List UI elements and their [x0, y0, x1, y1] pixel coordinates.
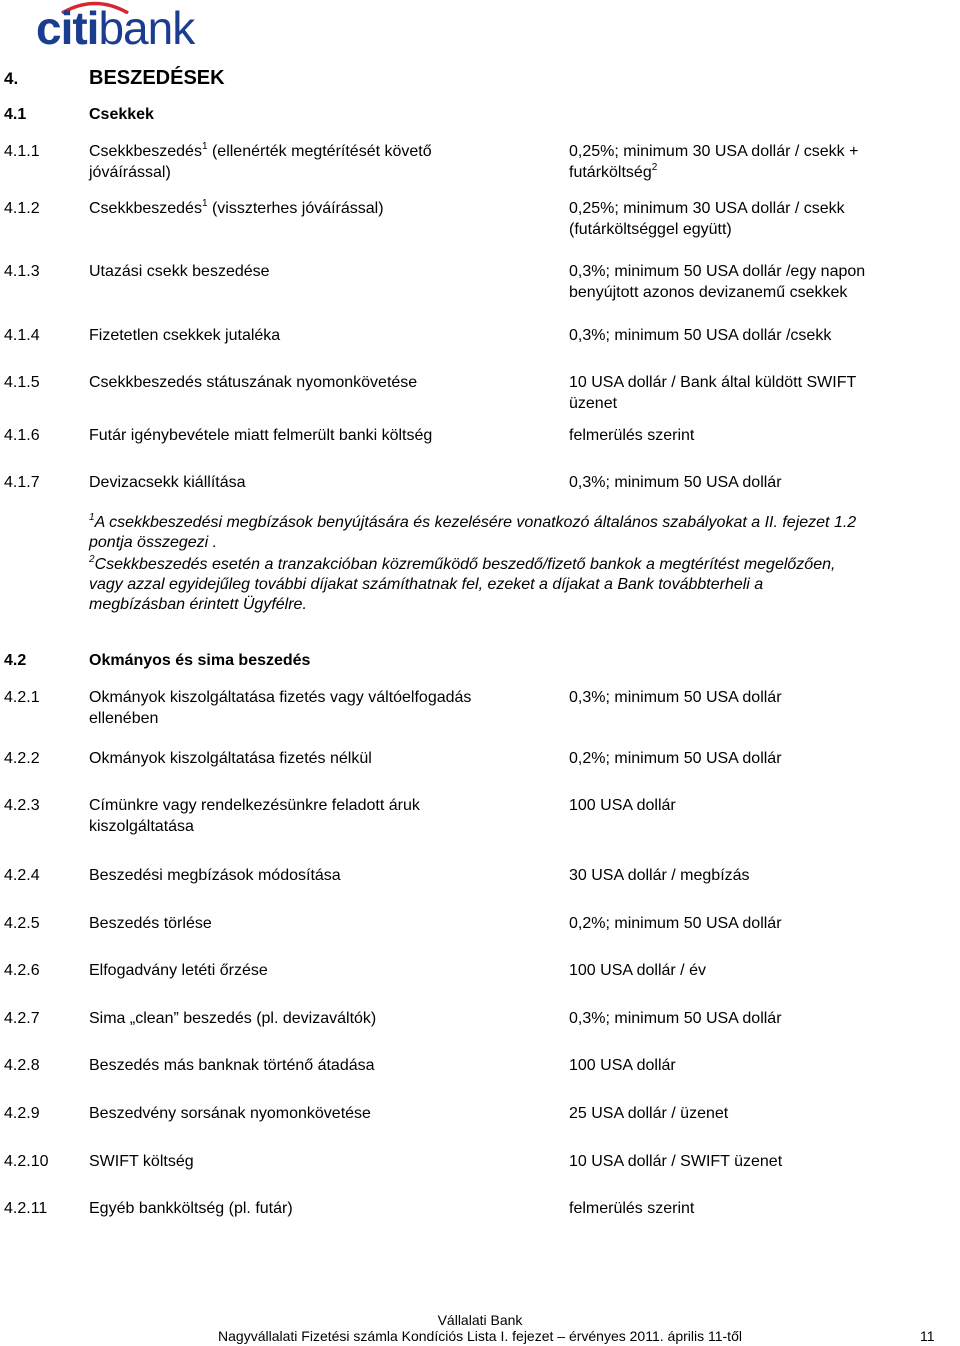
row-fee: felmerülés szerint — [569, 1200, 695, 1217]
row-fee: 0,25%; minimum 30 USA dollár / csekk + futárköltség$^2$ — [569, 143, 859, 181]
row-fee: 0,3%; minimum 50 USA dollár — [569, 689, 782, 706]
page-number: 11 — [920, 1328, 935, 1344]
row-description: SWIFT költség — [89, 1153, 194, 1170]
citibank-logo — [36, 2, 194, 54]
row-number: 4.1.7 — [4, 474, 40, 491]
row-fee: 0,25%; minimum 30 USA dollár / csekk (futárköltséggel együtt) — [569, 200, 845, 238]
subsection-number: 4.2 — [4, 652, 27, 669]
row-description: Címünkre vagy rendelkezésünkre feladott áruk kiszolgáltatása — [89, 797, 420, 835]
row-fee: felmerülés szerint — [569, 427, 695, 444]
row-fee: 0,3%; minimum 50 USA dollár /egy napon benyújtott azonos devizanemű csekkek — [569, 263, 866, 301]
row-fee: 0,3%; minimum 50 USA dollár — [569, 474, 782, 491]
row-fee: 100 USA dollár — [569, 797, 676, 814]
row-fee: 0,2%; minimum 50 USA dollár — [569, 750, 782, 767]
logo-bank: bank — [98, 2, 195, 54]
row-description: Sima „clean” beszedés (pl. devizaváltók) — [89, 1010, 377, 1027]
row-description: Fizetetlen csekkek jutaléka — [89, 327, 281, 344]
row-description: Beszedés törlése — [89, 915, 212, 932]
row-fee: 25 USA dollár / üzenet — [569, 1105, 729, 1122]
row-description: Beszedvény sorsának nyomonkövetése — [89, 1105, 371, 1122]
row-description: Futár igénybevétele miatt felmerült banki költség — [89, 427, 433, 444]
row-fee: 100 USA dollár — [569, 1057, 676, 1074]
footnote-2: $^2$Csekkbeszedés esetén a tranzakcióban közreműködő beszedő/fizető bankok a megtérítést megelőzően, vagy azzal egyidejűleg további díjakat számíthatnak fel, ezeket a díjakat a Bank továbbterheli a megbízásban érintett Ügyfélre. — [89, 554, 836, 613]
row-number: 4.2.1 — [4, 689, 40, 706]
logo-citi: citi — [36, 2, 99, 54]
section-title: BESZEDÉSEK — [89, 67, 225, 89]
subsection-number: 4.1 — [4, 106, 27, 123]
row-fee: 10 USA dollár / Bank által küldött SWIFT üzenet — [569, 374, 857, 412]
row-number: 4.2.10 — [4, 1153, 49, 1170]
row-number: 4.1.2 — [4, 200, 40, 217]
row-description: Devizacsekk kiállítása — [89, 474, 246, 491]
footnote-1: $^1$A csekkbeszedési megbízások benyújtására és kezelésére vonatkozó általános szabályokat a II. fejezet 1.2 pontja összegezi . — [89, 512, 857, 551]
row-number: 4.2.3 — [4, 797, 40, 814]
row-description: Csekkbeszedés státuszának nyomonkövetése — [89, 374, 418, 391]
row-number: 4.2.4 — [4, 867, 40, 884]
row-fee: 30 USA dollár / megbízás — [569, 867, 750, 884]
row-number: 4.2.11 — [4, 1200, 48, 1217]
row-description: Csekkbeszedés$^1$ (ellenérték megtérítését követő jóváírással) — [89, 141, 432, 181]
row-fee: 10 USA dollár / SWIFT üzenet — [569, 1153, 783, 1170]
footer-bank-name: Vállalati Bank — [437, 1312, 523, 1328]
row-number: 4.2.6 — [4, 962, 40, 979]
row-fee: 100 USA dollár / év — [569, 962, 706, 979]
row-number: 4.1.4 — [4, 327, 40, 344]
row-number: 4.2.8 — [4, 1057, 40, 1074]
row-fee: 0,2%; minimum 50 USA dollár — [569, 915, 782, 932]
subsection-title: Csekkek — [89, 106, 154, 123]
row-number: 4.1.3 — [4, 263, 40, 280]
row-number: 4.2.5 — [4, 915, 40, 932]
row-number: 4.2.9 — [4, 1105, 40, 1122]
row-number: 4.2.7 — [4, 1010, 40, 1027]
subsection-title: Okmányos és sima beszedés — [89, 652, 311, 669]
row-description: Elfogadvány letéti őrzése — [89, 962, 268, 979]
row-description: Beszedés más banknak történő átadása — [89, 1057, 375, 1074]
row-number: 4.1.1 — [4, 143, 40, 160]
row-description: Beszedési megbízások módosítása — [89, 867, 341, 884]
row-description: Egyéb bankköltség (pl. futár) — [89, 1200, 293, 1217]
row-fee: 0,3%; minimum 50 USA dollár — [569, 1010, 782, 1027]
row-description: Utazási csekk beszedése — [89, 263, 270, 280]
row-fee: 0,3%; minimum 50 USA dollár /csekk — [569, 327, 832, 344]
row-number: 4.1.5 — [4, 374, 40, 391]
row-number: 4.2.2 — [4, 750, 40, 767]
footer-document-title: Nagyvállalati Fizetési számla Kondíciós Lista I. fejezet – érvényes 2011. április 11-től — [218, 1328, 742, 1344]
section-number: 4. — [4, 69, 19, 88]
row-number: 4.1.6 — [4, 427, 40, 444]
row-description: Csekkbeszedés$^1$ (visszterhes jóváírással) — [89, 198, 384, 217]
row-description: Okmányok kiszolgáltatása fizetés nélkül — [89, 750, 372, 767]
row-description: Okmányok kiszolgáltatása fizetés vagy váltóelfogadás ellenében — [89, 689, 472, 727]
